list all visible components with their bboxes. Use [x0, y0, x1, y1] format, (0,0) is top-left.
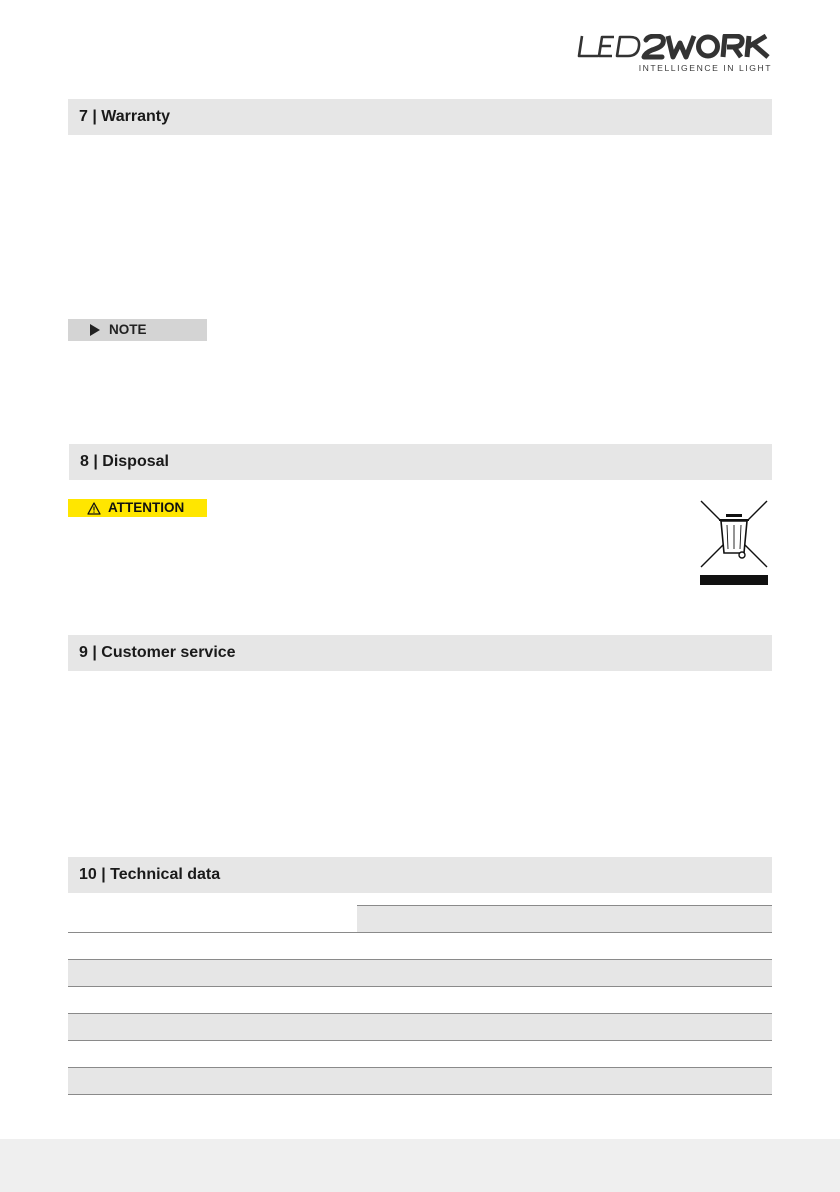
- table-row: [68, 933, 772, 960]
- table-cell-value: [357, 933, 772, 959]
- crossed-out-wheelie-bin-icon: [699, 499, 769, 587]
- play-triangle-icon: [90, 324, 100, 336]
- warning-triangle-icon: [87, 502, 101, 515]
- table-cell-value: [357, 987, 772, 1013]
- section-header-warranty: 7 | Warranty: [68, 99, 772, 135]
- brand-tagline: INTELLIGENCE IN LIGHT: [638, 63, 772, 73]
- table-row: [68, 987, 772, 1014]
- brand-logo: [576, 34, 772, 76]
- table-header-row: [68, 905, 772, 933]
- section-header-disposal: 8 | Disposal: [69, 444, 772, 480]
- note-label: NOTE: [109, 322, 147, 337]
- table-cell-label: [68, 1041, 357, 1067]
- table-cell-label: [68, 960, 357, 986]
- table-cell-value: [357, 1068, 772, 1094]
- table-header-label-cell: [68, 905, 357, 932]
- table-cell-label: [68, 933, 357, 959]
- table-cell-label: [68, 987, 357, 1013]
- table-header-value-cell: [357, 905, 772, 932]
- table-cell-value: [357, 960, 772, 986]
- page-footer: [0, 1139, 840, 1192]
- led2work-logo-icon: [576, 34, 772, 60]
- attention-callout: [68, 499, 207, 517]
- table-cell-value: [357, 1041, 772, 1067]
- section-header-technical-data: 10 | Technical data: [68, 857, 772, 893]
- table-cell-value: [357, 1014, 772, 1040]
- table-row: [68, 960, 772, 987]
- table-cell-label: [68, 1014, 357, 1040]
- note-callout: [68, 319, 207, 341]
- table-row: [68, 1041, 772, 1068]
- technical-data-table: [68, 905, 772, 1095]
- table-cell-label: [68, 1068, 357, 1094]
- attention-label: ATTENTION: [108, 500, 185, 515]
- section-header-customer-service: 9 | Customer service: [68, 635, 772, 671]
- table-row: [68, 1014, 772, 1041]
- weee-symbol: [699, 499, 769, 587]
- table-row: [68, 1068, 772, 1095]
